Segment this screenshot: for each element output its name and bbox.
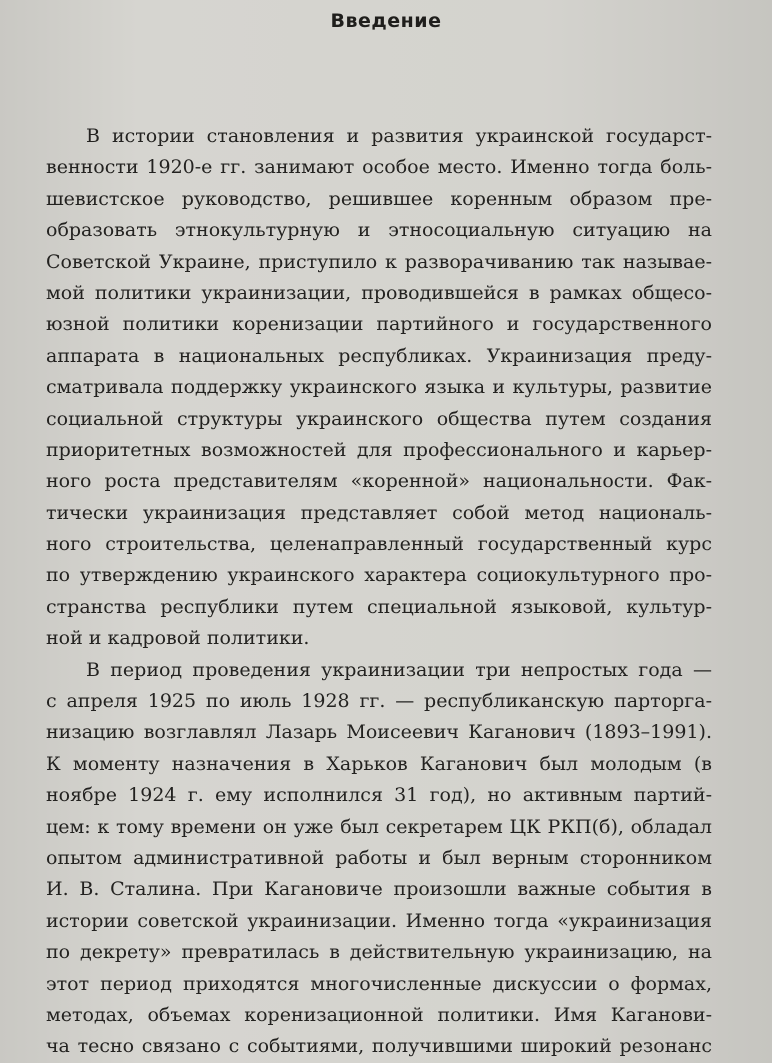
text-line: ного роста представителям «коренной» национальности. Фак-	[46, 470, 712, 493]
text-line: В период проведения украинизации три непростых года —	[86, 658, 712, 681]
text-line: тически украинизация представляет собой метод националь-	[46, 501, 712, 524]
text-line: социальной структуры украинского общества путем создания	[46, 407, 712, 430]
text-line: этот период приходятся многочисленные дискуссии о формах,	[46, 972, 712, 995]
text-line: приоритетных возможностей для профессионального и карьер-	[46, 438, 712, 461]
text-line: истории советской украинизации. Именно тогда «украинизация	[46, 909, 712, 932]
text-line: венности 1920-е гг. занимают особое место. Именно тогда боль-	[46, 156, 712, 179]
text-line: по утверждению украинского характера социокультурного про-	[46, 564, 712, 587]
text-line: методах, объемах коренизационной политики. Имя Каганови-	[46, 1003, 712, 1026]
text-line: ча тесно связано с событиями, получившими широкий резонанс	[46, 1035, 712, 1058]
text-line: шевистское руководство, решившее коренным образом пре-	[46, 187, 712, 210]
text-line: ной и кадровой политики.	[46, 627, 310, 650]
text-line: опытом административной работы и был верным сторонником	[46, 846, 712, 869]
text-line: И. В. Сталина. При Кагановиче произошли важные события в	[46, 878, 712, 901]
text-line: с апреля 1925 по июль 1928 гг. — республиканскую парторга-	[46, 690, 712, 713]
paragraph-2	[46, 655, 712, 1063]
text-line: низацию возглавлял Лазарь Моисеевич Каганович (1893–1991).	[46, 721, 712, 744]
text-line: по декрету» превратилась в действительную украинизацию, на	[46, 941, 712, 964]
text-line: юзной политики коренизации партийного и государственного	[46, 313, 712, 336]
text-line: цем: к тому времени он уже был секретарем ЦК РКП(б), обладал	[46, 815, 712, 838]
text-line: странства республики путем специальной языковой, культур-	[46, 595, 712, 618]
body-text	[46, 121, 712, 1063]
text-line: ного строительства, целенаправленный государственный курс	[46, 533, 712, 556]
text-line: К моменту назначения в Харьков Каганович был молодым (в	[46, 752, 712, 775]
paragraph-1	[46, 121, 712, 655]
text-line: ноябре 1924 г. ему исполнился 31 год), но активным партий-	[46, 784, 712, 807]
text-line: образовать этнокультурную и этносоциальную ситуацию на	[46, 219, 712, 242]
chapter-heading: Введение	[330, 10, 442, 32]
text-line: сматривала поддержку украинского языка и культуры, развитие	[46, 376, 712, 399]
text-line: В истории становления и развития украинской государст-	[86, 125, 712, 147]
text-line: мой политики украинизации, проводившейся в рамках общесо-	[46, 281, 712, 304]
text-line: Советской Украине, приступило к разворачиванию так называе-	[46, 250, 712, 273]
text-line: аппарата в национальных республиках. Украинизация преду-	[46, 344, 712, 367]
